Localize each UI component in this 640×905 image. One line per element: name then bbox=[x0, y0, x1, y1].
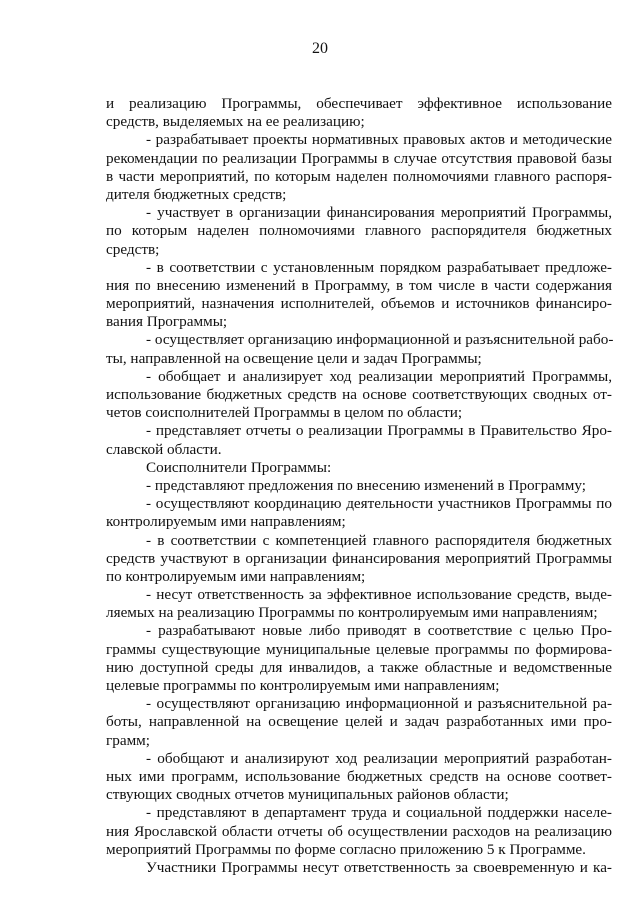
text-line: граммы существующие муниципальные целевые программы по формирова- bbox=[106, 640, 612, 658]
text-line: боты, направленной на освещение целей и задач разработанных ими про- bbox=[106, 713, 612, 731]
text-line: - обобщают и анализируют ход реализации мероприятий разработан- bbox=[146, 749, 612, 767]
text-line: грамм; bbox=[106, 731, 151, 749]
text-line: ния Ярославской области отчеты об осуществлении расходов на реализацию bbox=[106, 822, 612, 840]
text-line: нию доступной среды для инвалидов, а также областные и ведомственные bbox=[106, 658, 612, 676]
text-line: и реализацию Программы, обеспечивает эффективное использование bbox=[106, 95, 612, 112]
text-line: по которым наделен полномочиями главного распорядителя бюджетных bbox=[106, 222, 612, 240]
text-line: контролируемым ими направлениям; bbox=[106, 513, 346, 531]
text-line: - представляет отчеты о реализации Программы в Правительство Яро- bbox=[146, 422, 612, 440]
text-line: - разрабатывают новые либо приводят в соответствие с целью Про- bbox=[146, 622, 612, 640]
text-line: - в соответствии с установленным порядком разрабатывает предложе- bbox=[146, 258, 612, 276]
text-line: мероприятий Программы по форме согласно приложению 5 к Программе. bbox=[106, 840, 586, 858]
text-line: Соисполнители Программы: bbox=[146, 458, 332, 476]
text-line: - обобщает и анализирует ход реализации мероприятий Программы, bbox=[146, 367, 612, 385]
text-line: средств; bbox=[106, 240, 160, 258]
text-line: ствующих сводных отчетов муниципальных районов области; bbox=[106, 786, 509, 804]
text-line: - разрабатывает проекты нормативных правовых актов и методические bbox=[146, 131, 612, 149]
text-line: по контролируемым ими направлениям; bbox=[106, 567, 366, 585]
text-line: мероприятий, назначения исполнителей, объемов и источников финансиро- bbox=[106, 295, 612, 313]
text-line: ных ими программ, использование бюджетных средств на основе соответ- bbox=[106, 767, 612, 785]
text-line: - в соответствии с компетенцией главного распорядителя бюджетных bbox=[146, 531, 612, 549]
text-line: - представляют в департамент труда и социальной поддержки населе- bbox=[146, 804, 612, 822]
body-text bbox=[106, 95, 612, 877]
text-line: ния по внесению изменений в Программу, в том числе в части содержания bbox=[106, 276, 612, 294]
text-line: - представляют предложения по внесению изменений в Программу; bbox=[146, 476, 586, 494]
text-line: Участники Программы несут ответственность за своевременную и ка- bbox=[146, 858, 612, 876]
text-line: - несут ответственность за эффективное использование средств, выде- bbox=[146, 586, 612, 604]
text-line: - осуществляют координацию деятельности участников Программы по bbox=[146, 495, 612, 513]
text-line: средств, выделяемых на ее реализацию; bbox=[106, 113, 365, 131]
text-line: вания Программы; bbox=[106, 313, 228, 331]
text-line: рекомендации по реализации Программы в случае отсутствия правовой базы bbox=[106, 149, 612, 167]
text-line: использование бюджетных средств на основе соответствующих сводных от- bbox=[106, 386, 612, 403]
text-line: славской области. bbox=[106, 440, 222, 458]
text-line: - осуществляет организацию информационной и разъяснительной рабо- bbox=[146, 331, 614, 349]
text-line: ляемых на реализацию Программы по контролируемым ими направлениям; bbox=[106, 604, 598, 622]
text-line: целевые программы по контролируемым ими направлениям; bbox=[106, 677, 500, 694]
page-number: 20 bbox=[312, 40, 328, 57]
text-line: дителя бюджетных средств; bbox=[106, 185, 287, 203]
text-line: ты, направленной на освещение цели и задач Программы; bbox=[106, 349, 482, 367]
text-line: средств участвуют в организации финансирования мероприятий Программы bbox=[106, 549, 612, 567]
text-line: в части мероприятий, по которым наделен полномочиями главного распоря- bbox=[106, 167, 612, 185]
text-line: четов соисполнителей Программы в целом по области; bbox=[106, 404, 463, 422]
text-line: - осуществляют организацию информационной и разъяснительной ра- bbox=[146, 695, 612, 713]
text-line: - участвует в организации финансирования мероприятий Программы, bbox=[146, 204, 612, 222]
